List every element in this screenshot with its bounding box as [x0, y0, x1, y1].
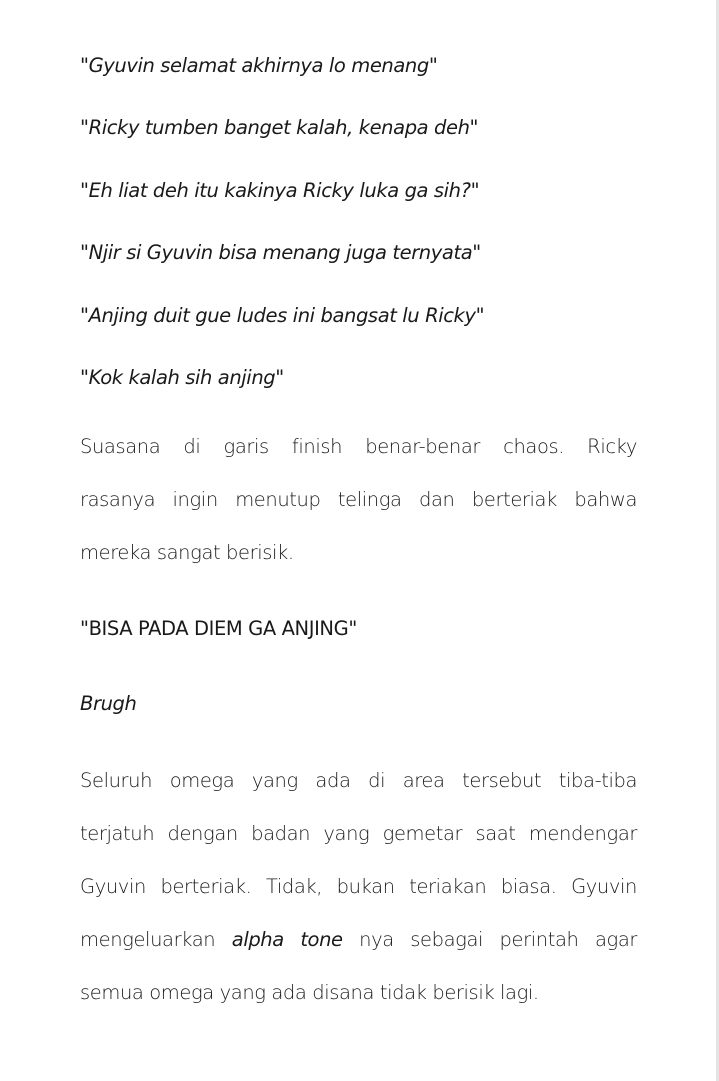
paragraph-alpha-row-4	[80, 913, 637, 966]
paragraph-alpha-tone	[80, 754, 637, 1019]
paragraph-alpha-row-2: terjatuh dengan badan yang gemetar saat mendengar	[80, 822, 637, 845]
paragraph-chaos-row-2: rasanya ingin menutup telinga dan berteriak bahwa	[80, 488, 637, 511]
paragraph-chaos-row-1: Suasana di garis finish benar-benar chaos. Ricky	[80, 435, 637, 458]
paragraph-chaos-row-3: mereka sangat berisik.	[80, 541, 294, 564]
dialogue-line-2: "Ricky tumben banget kalah, kenapa deh"	[80, 116, 479, 139]
paragraph-alpha-row-1: Seluruh omega yang ada di area tersebut tiba-tiba	[80, 769, 637, 792]
shout-line: "BISA PADA DIEM GA ANJING"	[80, 617, 357, 640]
sound-effect: Brugh	[80, 692, 137, 715]
paragraph-alpha-row-5: semua omega yang ada disana tidak berisik lagi.	[80, 981, 539, 1004]
paragraph-alpha-row-3: Gyuvin berteriak. Tidak, bukan teriakan biasa. Gyuvin	[80, 875, 637, 898]
dialogue-line-5: "Anjing duit gue ludes ini bangsat lu Ricky"	[80, 304, 485, 327]
dialogue-line-1: "Gyuvin selamat akhirnya lo menang"	[80, 54, 438, 77]
row4-after: nya sebagai perintah agar	[359, 928, 637, 951]
dialogue-line-3: "Eh liat deh itu kakinya Ricky luka ga sih?"	[80, 179, 480, 202]
dialogue-line-6: "Kok kalah sih anjing"	[80, 366, 284, 389]
paragraph-chaos	[80, 420, 637, 579]
alpha-tone-italic: alpha tone	[231, 928, 343, 951]
dialogue-line-4: "Njir si Gyuvin bisa menang juga ternyata"	[80, 241, 481, 264]
row4-before: mengeluarkan	[80, 928, 216, 951]
